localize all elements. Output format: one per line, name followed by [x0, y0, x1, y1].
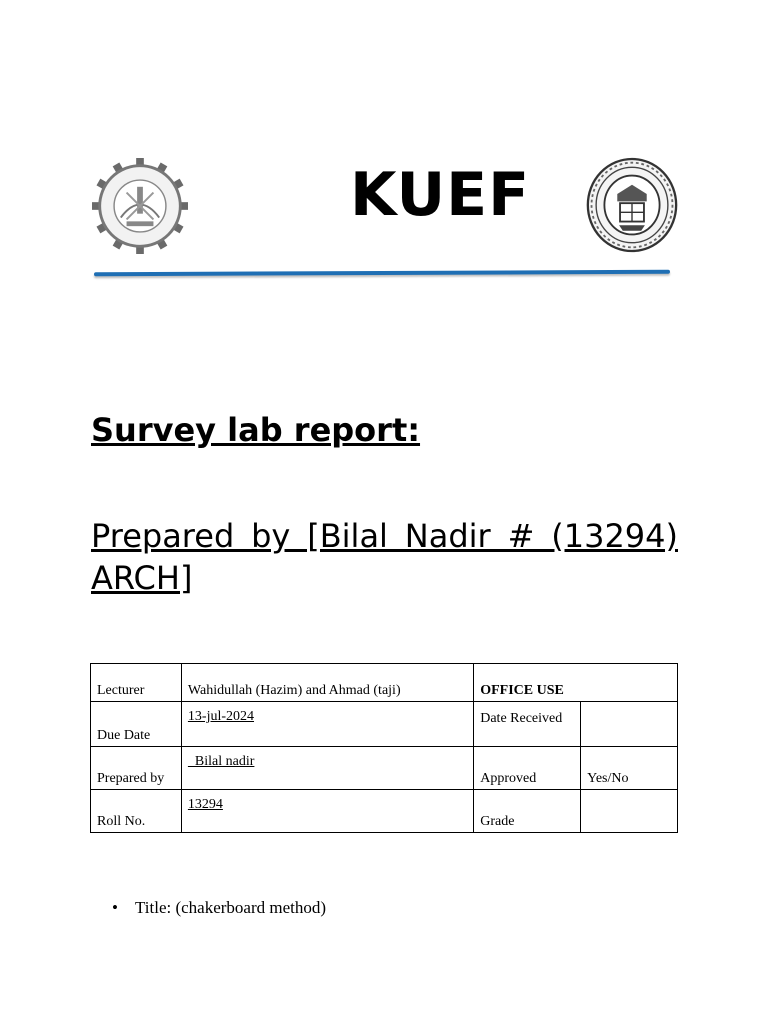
office-use-label: OFFICE USE: [474, 664, 678, 702]
table-row: [91, 664, 678, 702]
approved-value: Yes/No: [581, 747, 678, 790]
grade-label: Grade: [474, 790, 581, 833]
university-seal-logo: [586, 157, 678, 253]
report-heading: Survey lab report:: [91, 411, 421, 449]
bullet-text: Title: (chakerboard method): [135, 898, 327, 917]
date-received-value: [581, 702, 678, 747]
page-title: KUEF: [350, 160, 531, 230]
list-item: [112, 897, 326, 919]
lecturer-label: Lecturer: [91, 664, 182, 702]
header-divider-line: [94, 270, 670, 277]
faculty-engineering-logo: [92, 158, 188, 254]
due-date-value: 13-jul-2024: [187, 709, 255, 724]
lecturer-value: Wahidullah (Hazim) and Ahmad (taji): [181, 664, 473, 702]
prepared-by-label: Prepared by: [91, 747, 182, 790]
roll-no-label: Roll No.: [91, 790, 182, 833]
due-date-label: Due Date: [91, 702, 182, 747]
date-received-label: Date Received: [474, 702, 581, 747]
prepared-by-heading: Prepared by [Bilal Nadir # (13294) ARCH]: [91, 517, 678, 597]
prepared-by-value: Bilal nadir: [187, 754, 255, 769]
approved-label: Approved: [474, 747, 581, 790]
table-row: [91, 747, 678, 790]
table-row: [91, 790, 678, 833]
report-info-table: [90, 663, 678, 833]
bullet-icon: •: [112, 898, 118, 917]
grade-value: [581, 790, 678, 833]
table-row: [91, 702, 678, 747]
roll-no-value: 13294: [187, 797, 223, 812]
